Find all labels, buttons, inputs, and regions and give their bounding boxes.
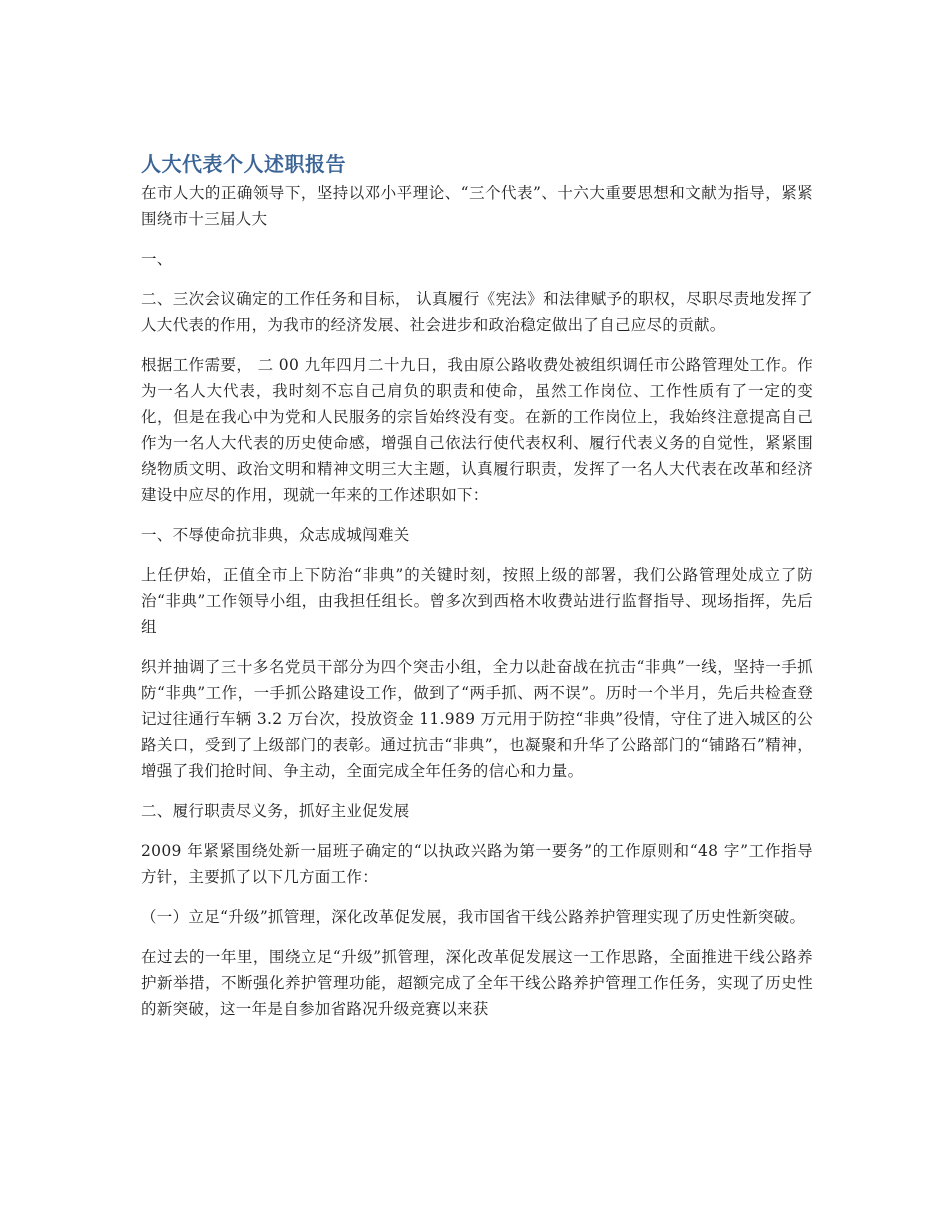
- paragraph-2009-principles: 2009 年紧紧围绕处新一届班子确定的“以执政兴路为第一要务”的工作原则和“48 字”工作指导方针，主要抓了以下几方面工作：: [141, 842, 813, 886]
- section-heading-sars: 一、不辱使命抗非典，众志成城闯难关: [141, 526, 410, 544]
- paragraph-duties: 二、三次会议确定的工作任务和目标， 认真履行《宪法》和法律赋予的职权，尽职尽责地发挥了人大代表的作用，为我市的经济发展、社会进步和政治稳定做出了自己应尽的贡献。: [141, 290, 813, 334]
- paragraph-background: 根据工作需要， 二 00 九年四月二十九日，我由原公路收费处被组织调任市公路管理处工作。作为一名人大代表，我时刻不忘自己肩负的职责和使命，虽然工作岗位、工作性质有了一定的变化，但是在我心中为党和人民服务的宗旨始终没有变。在新的工作岗位上，我始终注意提高自己作为一名人大代表的历史使命感，增强自己依法行使代表权利、履行代表义务的自觉性，紧紧围绕物质文明、政治文明和精神文明三大主题，认真履行职责，发挥了一名人大代表在改革和经济建设中应尽的作用，现就一年来的工作述职如下：: [141, 356, 813, 504]
- document-page: [141, 148, 813, 1036]
- paragraph-upgrade-detail: 在过去的一年里，围绕立足“升级”抓管理，深化改革促发展这一工作思路，全面推进干线公路养护新举措，不断强化养护管理功能，超额完成了全年干线公路养护管理工作任务，实现了历史性的新突破，这一年是自参加省路况升级竞赛以来获: [141, 948, 813, 1018]
- paragraph-section-marker: 一、: [141, 250, 173, 268]
- paragraph-intro: 在市人大的正确领导下，坚持以邓小平理论、“三个代表”、十六大重要思想和文献为指导，紧紧围绕市十三届人大: [141, 184, 813, 228]
- paragraph-sars-result: 织并抽调了三十多名党员干部分为四个突击小组，全力以赴奋战在抗击“非典”一线，坚持一手抓防“非典”工作，一手抓公路建设工作，做到了“两手抓、两不误”。历时一个半月，先后共检查登记过往通行车辆 3.2 万台次，投放资金 11.989 万元用于防控“非典”役情，守住了进入城区的公路关口，受到了上级部门的表彰。通过抗击“非典”，也凝聚和升华了公路部门的“铺路石”精神，增强了我们抢时间、争主动，全面完成全年任务的信心和力量。: [141, 658, 813, 780]
- section-heading-duties: 二、履行职责尽义务，抓好主业促发展: [141, 802, 410, 820]
- document-title: 人大代表个人述职报告: [141, 152, 346, 176]
- subsection-heading-upgrade: （一）立足“升级”抓管理，深化改革促发展，我市国省干线公路养护管理实现了历史性新突破。: [141, 908, 806, 926]
- paragraph-sars-start: 上任伊始，正值全市上下防治“非典”的关键时刻，按照上级的部署，我们公路管理处成立了防治“非典”工作领导小组，由我担任组长。曾多次到西格木收费站进行监督指导、现场指挥，先后组: [141, 566, 813, 636]
